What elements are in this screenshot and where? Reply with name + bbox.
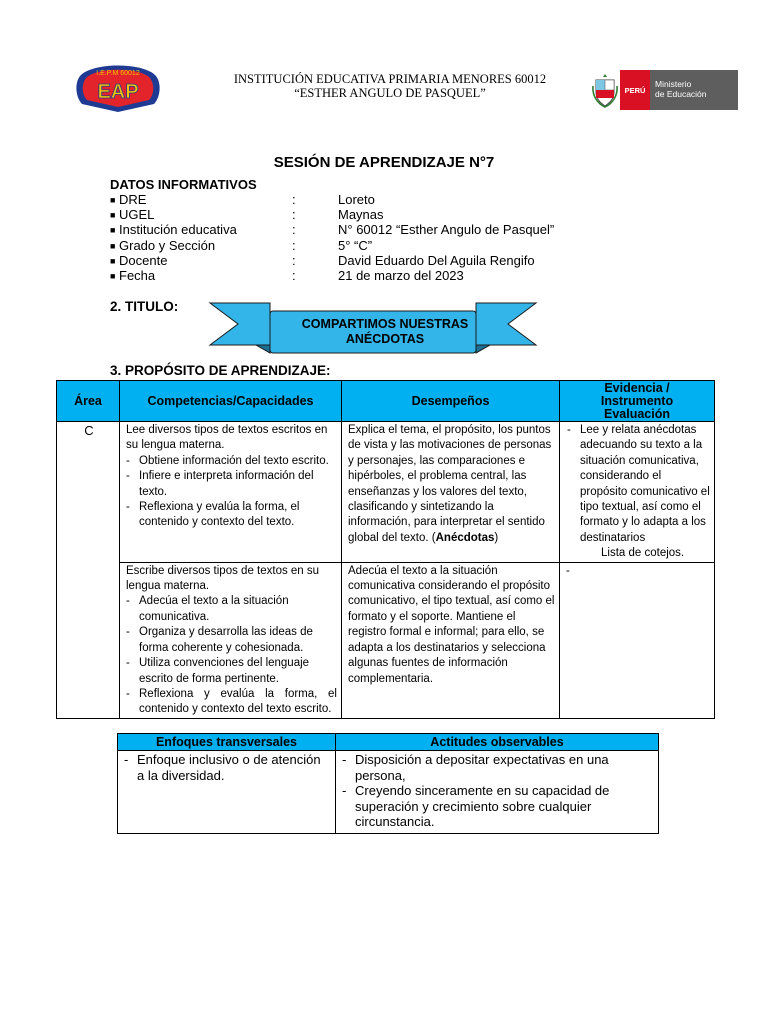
table-row (57, 562, 715, 718)
actitud-item: - Disposición a depositar expectativas en una persona, (342, 752, 654, 783)
col-evidencia-line-3: Evaluación (604, 406, 670, 421)
capacidad-item: - Reflexiona y evalúa la forma, el contenido y contexto del texto. (126, 500, 337, 531)
datos-label: Institución educativa (119, 222, 237, 237)
datos-label: Docente (119, 253, 168, 268)
area-cell: C (57, 422, 120, 719)
datos-colon: : (292, 268, 296, 283)
banner-title (272, 317, 498, 347)
bullet-icon: ■ (110, 225, 116, 235)
desempeno-paren-close: ) (494, 531, 499, 544)
datos-value: Loreto (338, 192, 375, 207)
datos-value: 21 de marzo del 2023 (338, 268, 464, 283)
col-enfoques: Enfoques transversales (118, 734, 336, 751)
competencia-text: Lee diversos tipos de textos escritos en su lengua materna. (126, 424, 328, 452)
ministry-name-line-1: Ministerio (655, 79, 692, 89)
datos-value: N° 60012 “Esther Angulo de Pasquel” (338, 222, 555, 237)
institution-line-2: “ESTHER ANGULO DE PASQUEL” (294, 86, 486, 100)
evidencia-text: - Lee y relata anécdotas adecuando su texto a la situación comunicativa, considerando el propósito comunicativo el tipo textual, así como el formato y lo adapta a los destinatarios (566, 423, 710, 546)
col-area: Área (57, 381, 120, 422)
bullet-icon: ■ (110, 195, 116, 205)
datos-value: David Eduardo Del Aguila Rengifo (338, 253, 535, 268)
competencia-text: Escribe diversos tipos de textos en su lengua materna. (126, 564, 320, 593)
evidencia-cell (560, 562, 715, 718)
titulo-heading: 2. TITULO: (110, 299, 179, 314)
datos-label: UGEL (119, 207, 155, 222)
col-evidencia (560, 381, 715, 422)
desempeno-text: Adecúa el texto a la situación comunicativa considerando el propósito comunicativo, el tipo textual, así como el formato y el soporte. Mantiene el registro formal e informal; para ello, se adapta a los destinatarios y selecciona algunas fuentes de información complementaria. (348, 564, 555, 685)
desempeno-text: Explica el tema, el propósito, los puntos de vista y las motivaciones de personas y personajes, las comparaciones e hipérboles, el problema central, las enseñanzas y los valores del texto, clasificando y sintetizando la información, para interpretar el sentido global del texto. (348, 424, 552, 544)
bullet-icon: ■ (110, 256, 116, 266)
instrumento-text: Lista de cotejos. (601, 547, 685, 560)
datos-label: Fecha (119, 268, 156, 283)
datos-row-ugel (110, 207, 384, 222)
datos-row-institucion (110, 222, 555, 237)
enfoque-item: - Enfoque inclusivo o de atención a la diversidad. (124, 752, 331, 783)
competencia-cell (120, 422, 342, 563)
actitud-item: - Creyendo sinceramente en su capacidad de superación y crecimiento sobre cualquier circunstancia. (342, 783, 654, 830)
col-evidencia-line-2: Instrumento (600, 393, 674, 408)
proposito-table (56, 380, 715, 719)
datos-value: 5° “C” (338, 238, 373, 253)
datos-colon: : (292, 253, 296, 268)
ministry-name-line-2: de Educación (655, 89, 707, 99)
table-header-row (57, 381, 715, 422)
datos-colon: : (292, 222, 296, 237)
capacidad-item: - Utiliza convenciones del lenguaje escrito de forma pertinente. (126, 656, 337, 687)
bullet-icon: ■ (110, 210, 116, 220)
datos-label: Grado y Sección (119, 238, 216, 253)
desempeno-cell (342, 422, 560, 563)
enfoques-table (117, 733, 659, 834)
evidencia-cell (560, 422, 715, 563)
capacidad-item: - Reflexiona y evalúa la forma, el contenido y contexto del texto escrito. (126, 687, 337, 718)
banner-title-line-2: ANÉCDOTAS (345, 332, 425, 346)
ministry-name (650, 70, 738, 110)
banner-title-line-1: COMPARTIMOS NUESTRAS (301, 317, 469, 331)
evidencia-text: - (566, 564, 570, 577)
table-row (118, 751, 659, 834)
competencia-cell (120, 562, 342, 718)
institution-name (190, 72, 590, 100)
col-evidencia-line-1: Evidencia / (604, 380, 670, 395)
ministry-logo (590, 70, 740, 110)
enfoques-header-row (118, 734, 659, 751)
datos-row-dre (110, 192, 375, 207)
desempeno-bold: Anécdotas (435, 531, 495, 544)
capacidad-item: - Adecúa el texto a la situación comunicativa. (126, 594, 337, 625)
actitudes-cell (336, 751, 659, 834)
datos-colon: : (292, 238, 296, 253)
col-competencias: Competencias/Capacidades (120, 381, 342, 422)
proposito-heading: 3. PROPÓSITO DE APRENDIZAJE: (110, 363, 331, 378)
capacidad-item: - Infiere e interpreta información del texto. (126, 469, 337, 500)
desempeno-cell (342, 562, 560, 718)
datos-colon: : (292, 192, 296, 207)
col-desempenos: Desempeños (342, 381, 560, 422)
peru-label: PERÚ (620, 70, 650, 110)
col-actitudes: Actitudes observables (336, 734, 659, 751)
datos-row-docente (110, 253, 535, 268)
institution-line-1: INSTITUCIÓN EDUCATIVA PRIMARIA MENORES 60012 (233, 72, 547, 86)
bullet-icon: ■ (110, 271, 116, 281)
enfoque-cell (118, 751, 336, 834)
datos-heading: DATOS INFORMATIVOS (110, 177, 257, 192)
datos-value: Maynas (338, 207, 384, 222)
session-title: SESIÓN DE APRENDIZAJE N°7 (273, 154, 495, 171)
datos-row-grado (110, 238, 373, 253)
capacidad-item: - Obtiene información del texto escrito. (126, 454, 337, 469)
bullet-icon: ■ (110, 241, 116, 251)
datos-colon: : (292, 207, 296, 222)
logo-initials: EAP (97, 81, 139, 103)
desempeno-paren-open: ( (431, 531, 436, 544)
capacidad-item: - Organiza y desarrolla las ideas de forma coherente y cohesionada. (126, 625, 337, 656)
peru-coat-of-arms-icon (592, 72, 618, 108)
datos-row-fecha (110, 268, 464, 283)
logo-text: I.E.P.M 60012 (96, 70, 140, 77)
datos-label: DRE (119, 192, 147, 207)
school-logo (72, 58, 164, 114)
table-row (57, 422, 715, 563)
